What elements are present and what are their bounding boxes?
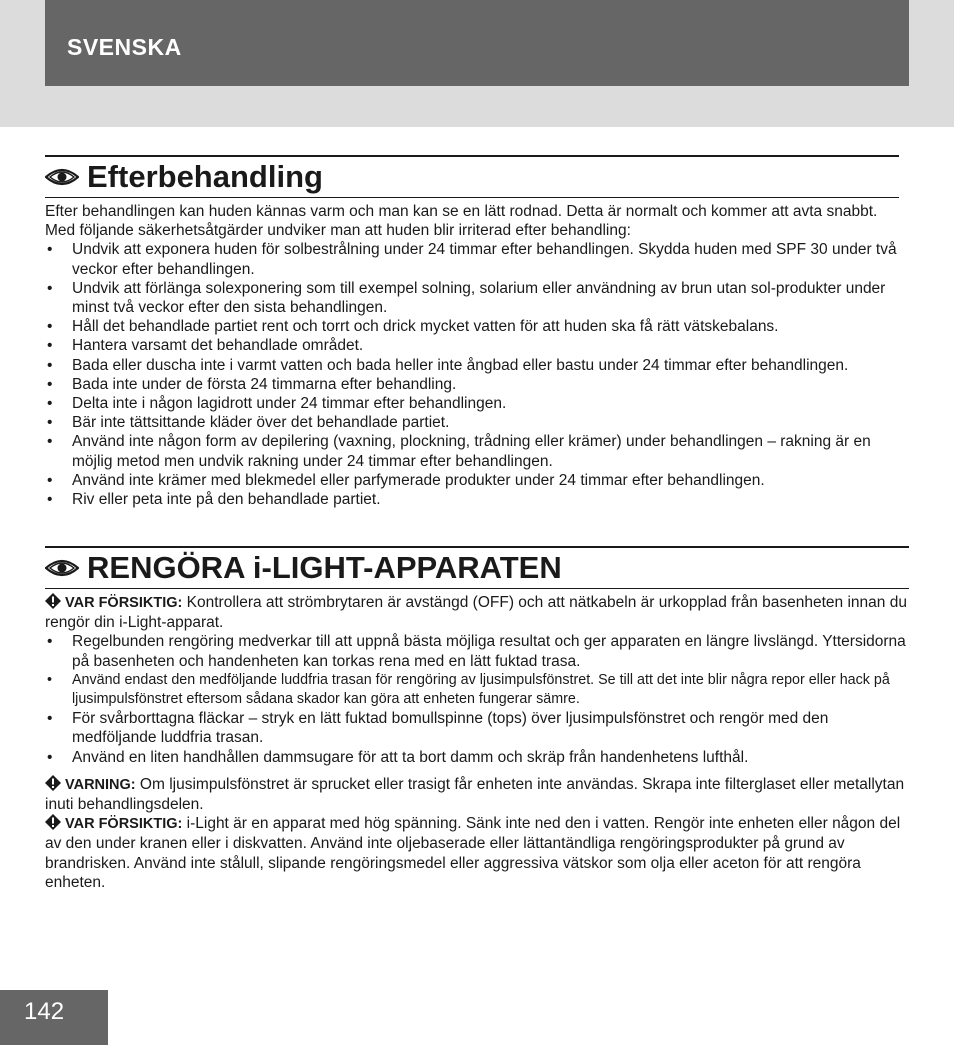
list-item: • Använd inte någon form av depilering (vaxning, plockning, trådning eller krämer) under behandlingen – rakning är en möjlig metod men undvik rakning under 24 timmar efter behandlingen. <box>45 432 899 470</box>
list-item: • Bada inte under de första 24 timmarna efter behandling. <box>45 375 899 394</box>
list-item: • Bär inte tättsittande kläder över det behandlade partiet. <box>45 413 899 432</box>
language-bar <box>45 0 909 86</box>
list-item: • Använd endast den medföljande luddfria trasan för rengöring av ljusimpulsfönstret. Se till att det inte blir några repor eller hack på ljusimpulsfönstret eftersom sådana skador kan göra att enheten fungerar sämre. <box>45 671 909 709</box>
list-item: • Bada eller duscha inte i varmt vatten och bada heller inte ångbad eller bastu under 24 timmar efter behandlingen. <box>45 356 899 375</box>
caution-paragraph <box>45 593 909 632</box>
caution-text: Kontrollera att strömbrytaren är avstängd (OFF) och att nätkabeln är urkopplad från basenheten innan du rengör din i-Light-apparat. <box>45 594 907 632</box>
list-item: • Använd inte krämer med blekmedel eller parfymerade produkter under 24 timmar efter behandlingen. <box>45 471 899 490</box>
list-item: • Undvik att exponera huden för solbestrålning under 24 timmar efter behandlingen. Skydda huden med SPF 30 under två veckor efter behandlingen. <box>45 240 899 278</box>
heading-rule-bottom <box>45 197 899 198</box>
warning-diamond-icon <box>45 814 61 830</box>
list-item: • Regelbunden rengöring medverkar till att uppnå bästa möjliga resultat och ger apparaten en längre livslängd. Yttersidorna på basenheten och handenheten kan torkas rena med en lätt fuktad trasa. <box>45 632 909 670</box>
section-aftercare <box>45 155 899 509</box>
list-item: • Delta inte i någon lagidrott under 24 timmar efter behandlingen. <box>45 394 899 413</box>
language-label: SVENSKA <box>67 34 182 60</box>
aftercare-list <box>45 240 899 509</box>
warning-paragraph <box>45 775 909 814</box>
caution-label: VAR FÖRSIKTIG: <box>65 595 183 611</box>
heading-rule-bottom <box>45 588 909 589</box>
warning-diamond-icon <box>45 593 61 609</box>
section-heading <box>45 548 909 588</box>
intro-paragraph: Efter behandlingen kan huden kännas varm och man kan se en lätt rodnad. Detta är normalt och kommer att avta snabbt. Med följande säkerhetsåtgärder undviker man att huden blir irriterad efter behandling: <box>45 203 878 240</box>
cleaning-list <box>45 632 909 766</box>
warning-text: Om ljusimpulsfönstret är sprucket eller trasigt får enheten inte användas. Skrapa inte filterglaset eller metallytan inuti behandlingsdelen. <box>45 775 905 814</box>
caution-paragraph <box>45 814 909 892</box>
caution-text: i-Light är en apparat med hög spänning. Sänk inte ned den i vatten. Rengör inte enheten eller någon del av den under kranen eller i diskvatten. Använd inte oljebaserade eller lättantändliga rengöringsprodukter på grund av brandrisken. Använd inte stålull, slipande rengöringsmedel eller aggressiva vätskor som olja eller aceton för att rengöra enheten. <box>45 815 901 891</box>
section-cleaning <box>45 546 909 892</box>
list-item: • Riv eller peta inte på den behandlade partiet. <box>45 490 899 509</box>
warning-diamond-icon <box>45 775 61 791</box>
caution-label: VAR FÖRSIKTIG: <box>65 816 183 833</box>
list-item: • Undvik att förlänga solexponering som till exempel solning, solarium eller användning av brun utan sol-produkter under minst två veckor efter den sista behandlingen. <box>45 279 899 317</box>
warning-label: VARNING: <box>65 776 136 793</box>
page-number: 142 <box>24 998 65 1025</box>
section-body <box>45 202 899 509</box>
list-item: • Håll det behandlade partiet rent och torrt och drick mycket vatten för att huden ska få rätt vätskebalans. <box>45 317 899 336</box>
section-body <box>45 593 909 892</box>
section-heading <box>45 157 899 197</box>
section-title: RENGÖRA i-LIGHT-APPARATEN <box>87 550 562 585</box>
eye-icon <box>45 555 79 581</box>
eye-icon <box>45 164 79 190</box>
list-item: • Hantera varsamt det behandlade området. <box>45 336 899 355</box>
section-title: Efterbehandling <box>87 159 323 194</box>
list-item: • Använd en liten handhållen dammsugare för att ta bort damm och skräp från handenhetens lufthål. <box>45 748 909 767</box>
list-item: • För svårborttagna fläckar – stryk en lätt fuktad bomullspinne (tops) över ljusimpulsfönstret och rengör med den medföljande luddfria trasan. <box>45 709 909 747</box>
page-number-box <box>0 990 108 1045</box>
